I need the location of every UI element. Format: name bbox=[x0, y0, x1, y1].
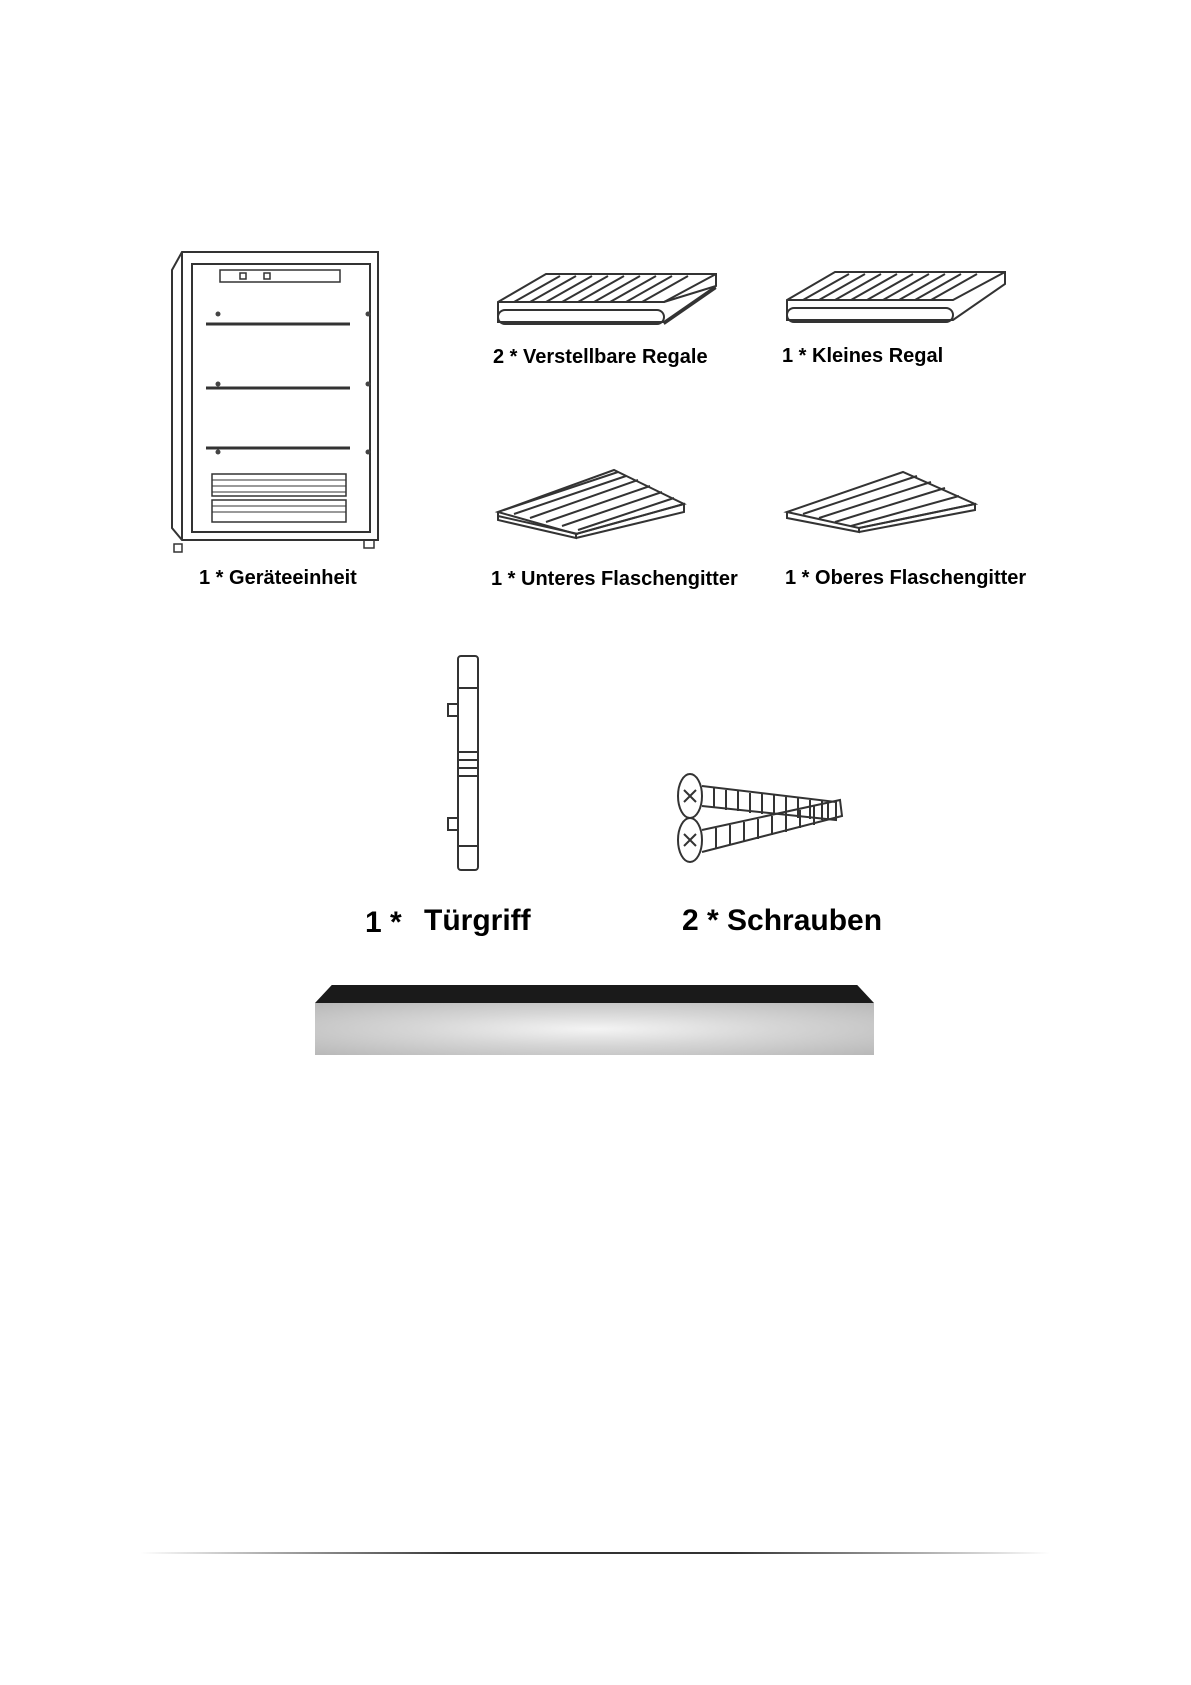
screws-label: 2 * Schrauben bbox=[682, 904, 883, 937]
door-handle-icon bbox=[444, 652, 504, 874]
wine-cooler-unit-icon bbox=[168, 248, 388, 560]
upper-rack-label: 1 * Oberes Flaschengitter bbox=[785, 567, 1027, 589]
adjustable-shelves-label: 2 * Verstellbare Regale bbox=[493, 346, 708, 368]
upper-bottle-rack-icon bbox=[783, 470, 979, 532]
decorative-bar bbox=[315, 985, 874, 1055]
lower-rack-label: 1 * Unteres Flaschengitter bbox=[491, 568, 738, 590]
adjustable-shelf-icon bbox=[494, 272, 726, 330]
unit-label: 1 * Geräteeinheit bbox=[199, 567, 357, 589]
small-shelf-label: 1 * Kleines Regal bbox=[782, 345, 944, 367]
handle-qty: 1 * bbox=[365, 906, 402, 939]
small-shelf-icon bbox=[783, 270, 1015, 328]
footer-rule bbox=[140, 1552, 1050, 1554]
screws-icon bbox=[670, 770, 850, 878]
handle-name: Türgriff bbox=[424, 904, 531, 937]
lower-bottle-rack-icon bbox=[494, 468, 690, 538]
